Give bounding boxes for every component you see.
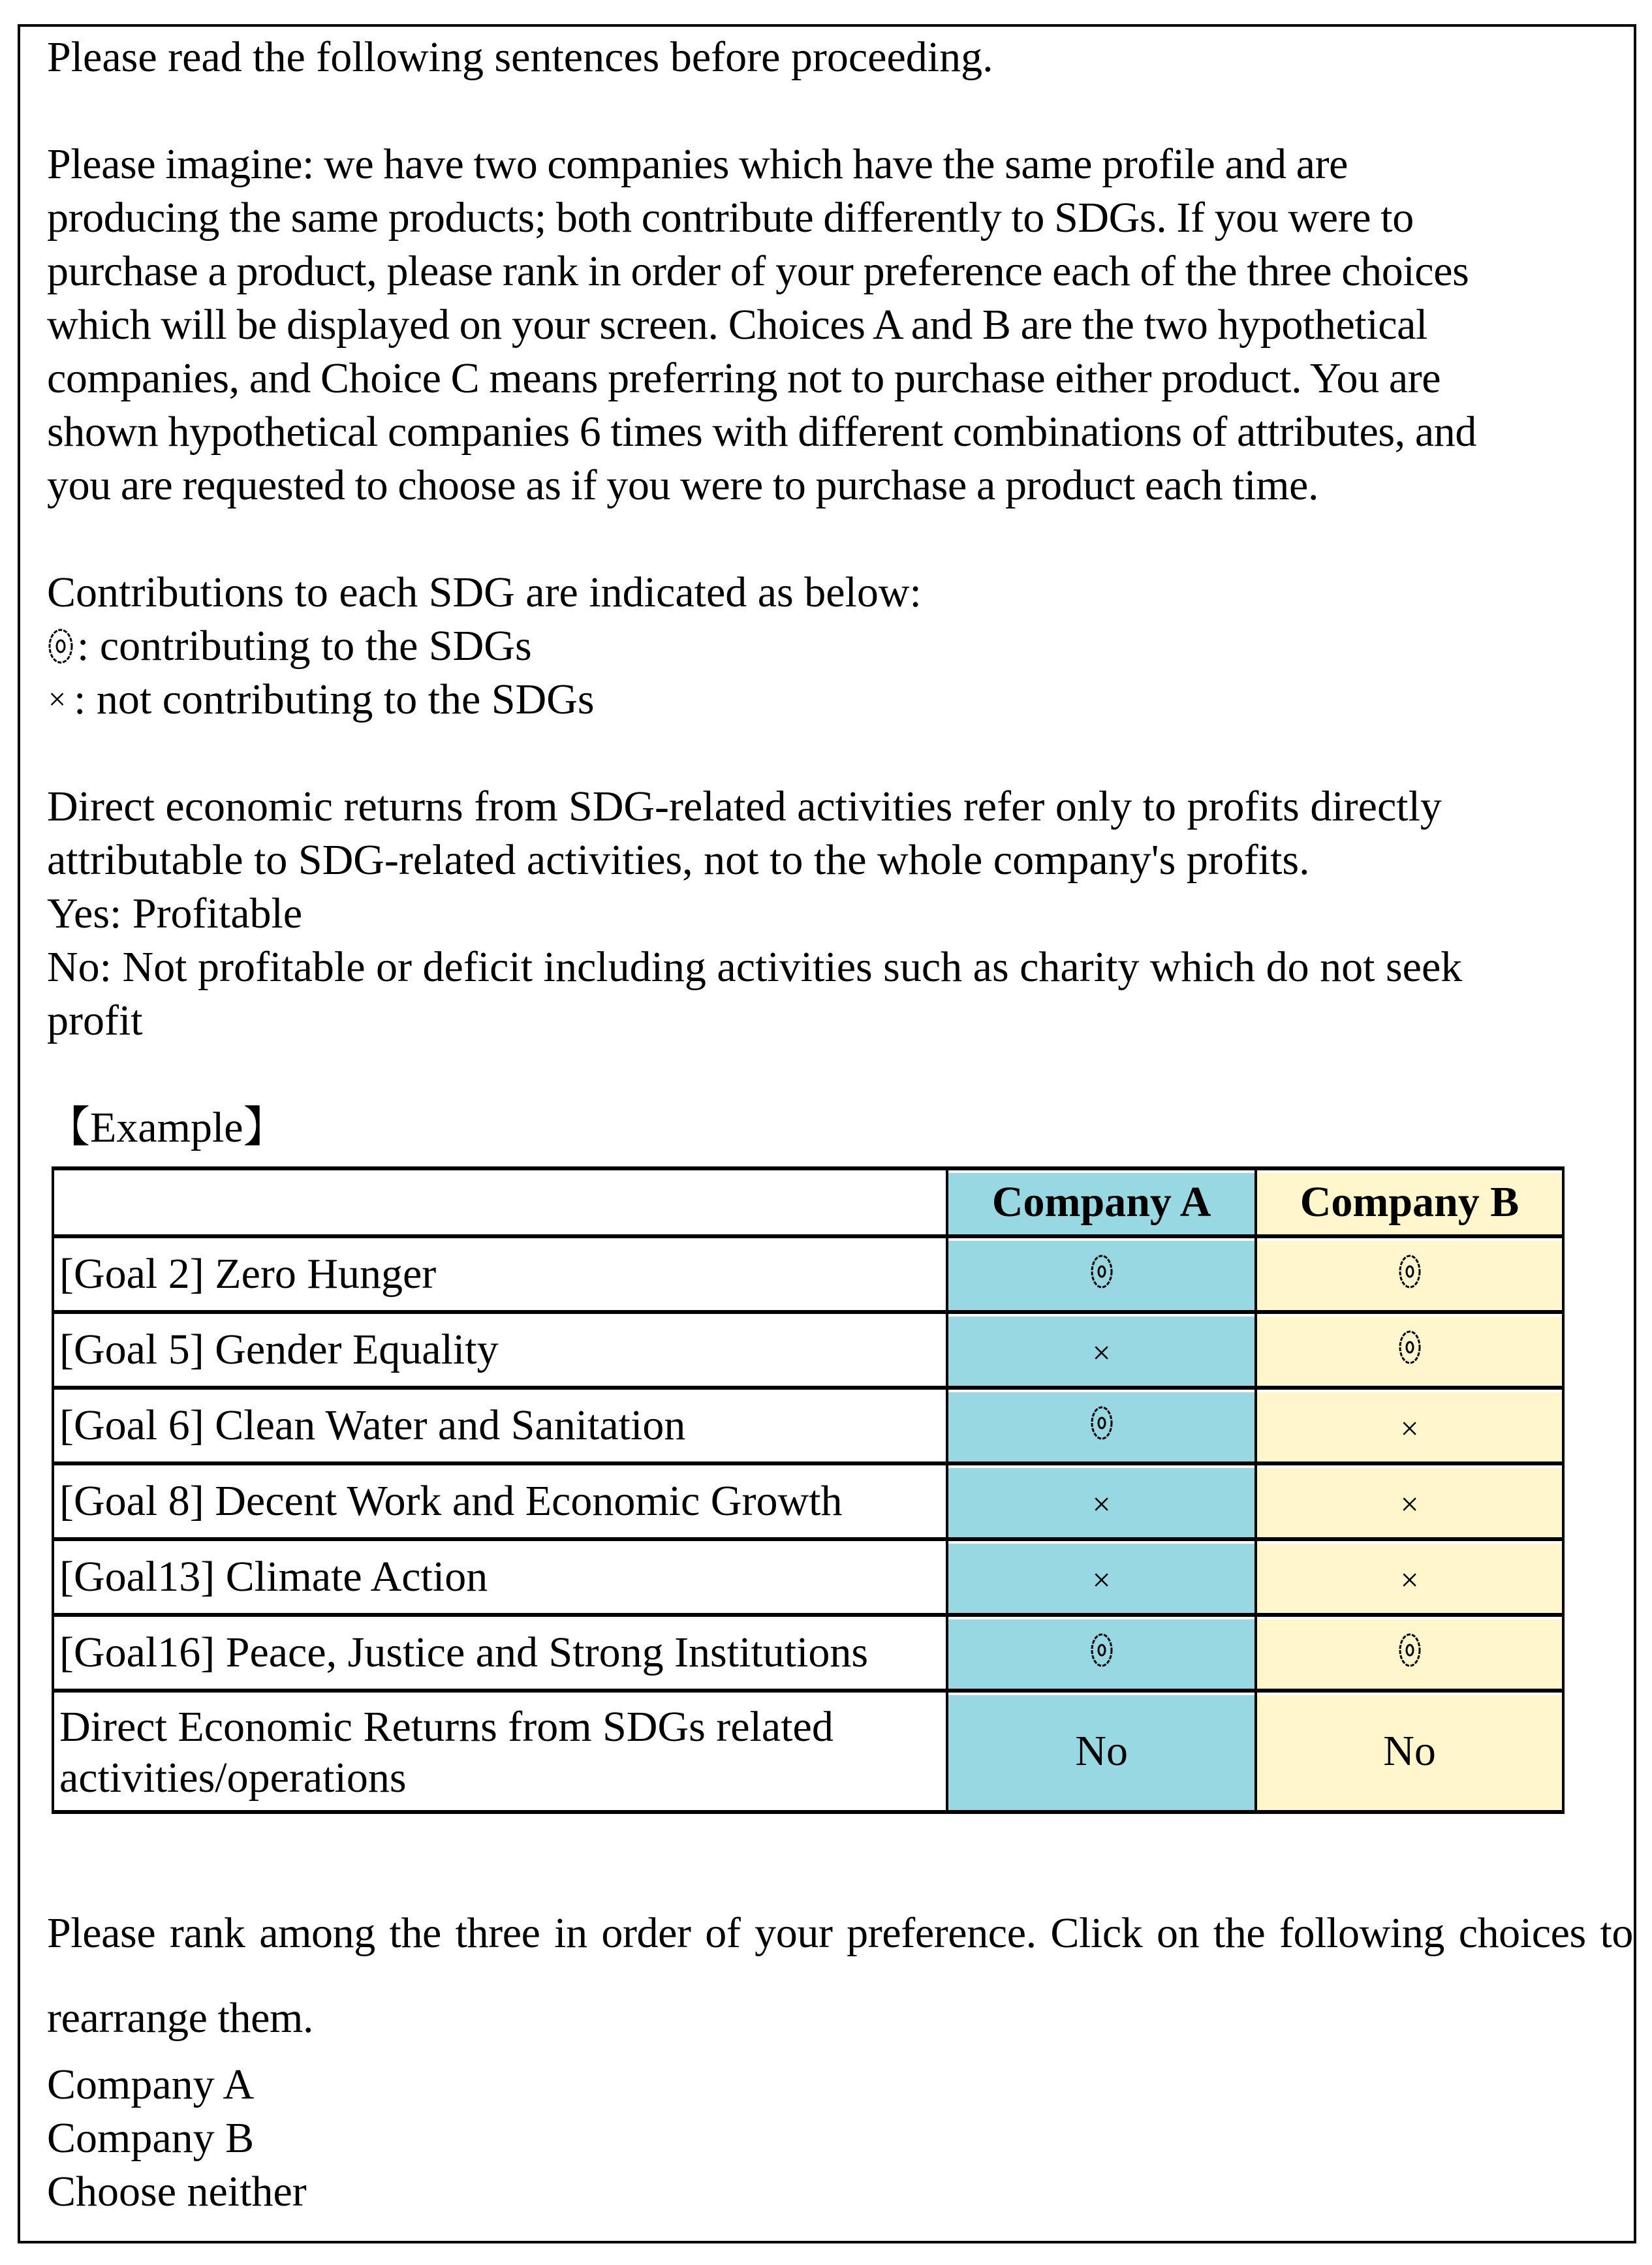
goal-label: [Goal13] Climate Action [52, 1537, 948, 1613]
legend-contributing [47, 619, 1620, 673]
intro-line: Please imagine: we have two companies which have the same profile and are [47, 140, 1348, 188]
returns-label-line: Direct Economic Returns from SDGs related [59, 1703, 834, 1751]
cross-icon: × [1092, 1486, 1111, 1522]
table-row [52, 1461, 1565, 1537]
double-circle-icon [1089, 1403, 1114, 1452]
spacer [47, 726, 1620, 780]
intro-line: purchase a product, please rank in order of your preference each of the three choices [47, 247, 1469, 295]
double-circle-icon [1089, 1251, 1114, 1301]
intro-line: which will be displayed on your screen. Choices A and B are the two hypothetical [47, 301, 1427, 349]
ranking-choices [47, 2058, 307, 2219]
no-definition [47, 941, 1620, 1048]
returns-line: Direct economic returns from SDG-related activities refer only to profits directly [47, 783, 1442, 830]
instructions-heading: Please read the following sentences before proceeding. [47, 33, 993, 81]
intro-line: you are requested to choose as if you were to purchase a product each time. [47, 461, 1319, 509]
table-row [52, 1386, 1565, 1461]
returns-line: attributable to SDG-related activities, not to the whole company's profits. [47, 836, 1310, 884]
table-row [52, 1310, 1565, 1386]
example-table [52, 1166, 1565, 1814]
intro-paragraph [47, 138, 1633, 512]
cross-icon: × [1092, 1334, 1111, 1371]
goal-label: [Goal 8] Decent Work and Economic Growth [52, 1461, 948, 1537]
choice-company-a[interactable]: Company A [47, 2061, 255, 2108]
cross-icon: × [1400, 1486, 1419, 1522]
company-a-value [948, 1386, 1257, 1461]
company-b-value [1257, 1461, 1565, 1537]
returns-definition [47, 780, 1620, 887]
double-circle-icon [1397, 1630, 1422, 1679]
goal-label: [Goal 6] Clean Water and Sanitation [52, 1386, 948, 1461]
legend-not-contributing-text: : not contributing to the SDGs [74, 676, 595, 723]
table-row-returns [52, 1689, 1565, 1814]
goal-label: [Goal16] Peace, Justice and Strong Institutions [52, 1613, 948, 1689]
company-b-value [1257, 1234, 1565, 1310]
instructions-block [47, 31, 1620, 1155]
company-a-value [948, 1234, 1257, 1310]
header-company-a: Company A [948, 1166, 1257, 1234]
company-a-value [948, 1537, 1257, 1613]
cross-icon: × [1400, 1410, 1419, 1446]
choice-neither[interactable]: Choose neither [47, 2168, 307, 2215]
intro-line: shown hypothetical companies 6 times with different combinations of attributes, and [47, 408, 1476, 456]
example-label: 【Example】 [47, 1104, 287, 1151]
company-b-returns: No [1257, 1689, 1565, 1814]
table-row [52, 1537, 1565, 1613]
legend-title: Contributions to each SDG are indicated as below: [47, 569, 922, 616]
intro-line: companies, and Choice C means preferring not to purchase either product. You are [47, 354, 1441, 402]
company-b-value [1257, 1310, 1565, 1386]
double-circle-icon [1089, 1630, 1114, 1679]
spacer [47, 84, 1620, 138]
double-circle-icon [1397, 1327, 1422, 1377]
table-row [52, 1613, 1565, 1689]
cross-icon: × [48, 682, 67, 717]
intro-line: producing the same products; both contribute differently to SDGs. If you were to [47, 194, 1414, 242]
header-empty-cell [52, 1166, 948, 1234]
legend-not-contributing [47, 673, 1620, 726]
legend-contributing-text: : contributing to the SDGs [77, 622, 532, 670]
goal-label: [Goal 5] Gender Equality [52, 1310, 948, 1386]
goal-label: [Goal 2] Zero Hunger [52, 1234, 948, 1310]
yes-definition: Yes: Profitable [47, 890, 303, 937]
company-b-value [1257, 1537, 1565, 1613]
ranking-prompt: Please rank among the three in order of your preference. Click on the following choices to rearrange them. [47, 1909, 1633, 2042]
double-circle-icon [1397, 1251, 1422, 1301]
company-b-value [1257, 1613, 1565, 1689]
cross-icon: × [1092, 1561, 1111, 1598]
spacer [47, 512, 1620, 566]
table-header-row [52, 1166, 1565, 1234]
no-definition-line: No: Not profitable or deficit including activities such as charity which do not seek [47, 943, 1463, 991]
cross-icon: × [1400, 1561, 1419, 1598]
spacer [47, 1048, 1620, 1101]
company-a-returns: No [948, 1689, 1257, 1814]
company-a-value [948, 1613, 1257, 1689]
survey-frame [18, 24, 1636, 2243]
header-company-b: Company B [1257, 1166, 1565, 1234]
double-circle-icon [47, 627, 74, 665]
company-a-value [948, 1461, 1257, 1537]
company-a-value [948, 1310, 1257, 1386]
returns-label-line: activities/operations [59, 1754, 407, 1802]
table-row [52, 1234, 1565, 1310]
no-definition-line: profit [47, 997, 143, 1044]
choice-company-b[interactable]: Company B [47, 2114, 255, 2162]
returns-label [52, 1689, 948, 1814]
company-b-value [1257, 1386, 1565, 1461]
